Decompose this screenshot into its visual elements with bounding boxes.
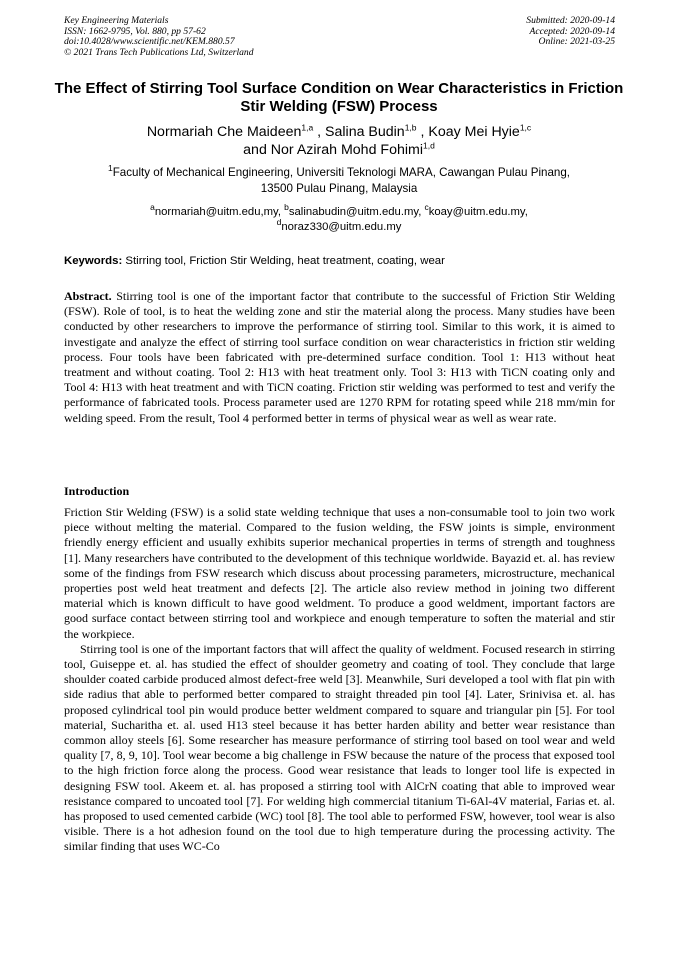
abstract-label: Abstract. bbox=[64, 289, 112, 303]
affiliation-line-2: 13500 Pulau Pinang, Malaysia bbox=[260, 181, 418, 195]
paragraph: Friction Stir Welding (FSW) is a solid state welding technique that uses a non-consumable tool to join two work piece without melting the material. Compared to the fusion welding, the FSW joints is simple, environment friendly energy efficient and usually exhibits superior mechanical properties in terms of strength and toughness [1]. Many researchers have contributed to the development of this technique worldwide. Bayazid et. al. has review some of the findings from FSW research which discuss about processing parameters, microstructure, mechanical properties post weld heat treatment and defects [2]. The article also review method in joining two different material which is known difficult to have good weldment. To produce a good weldment, important factors are good surface contact between stirring tool and workpiece and enough temperature to soften the material and stir the workpiece. bbox=[64, 505, 615, 641]
author-affil-mark: 1,c bbox=[519, 122, 532, 133]
author-affil-mark: 1,d bbox=[422, 140, 435, 151]
journal-doi: doi:10.4028/www.scientific.net/KEM.880.57 bbox=[64, 36, 235, 48]
email-mark: c bbox=[424, 202, 429, 213]
abstract-text: Stirring tool is one of the important factor that contribute to the successful of Friction Stir Welding (FSW). Role of tool, is to heat the welding zone and stir the material along the process. Many studies have been conducted by other researchers to improve the performance of stirring tool. Similar to this work, it is aimed to investigate and analyze the effect of stirring tool surface condition on wear characteristics in friction stir welding process. Four tools have been fabricated with pre-determined surface condition. Tool 1: H13 without heat treatment and without coating. Tool 2: H13 with heat treatment only. Tool 3: H13 with TiCN coating only and Tool 4: H13 with heat treatment and with TiCN coating. Friction stir welding was performed to test and verify the performance of fabricated tools. Process parameter used are 1270 RPM for rotating speed while 218 mm/min for welding speed. From the result, Tool 4 performed better in terms of physical wear as well as wear rate. bbox=[64, 289, 616, 425]
keywords-label: Keywords: bbox=[64, 255, 123, 267]
paragraph: Stirring tool is one of the important factors that will affect the quality of weldment. Focused research in stirring tool, Guiseppe et. al. has studied the effect of shoulder geometry and coating of tool. They conclude that large shoulder coated carbide produced almost defect-free weld [3]. Meanwhile, Suri developed a tool with flat pin with side radius that able to performed better compared to straight threaded pin tool [4]. Later, Srinivisa et. al. has proposed cylindrical tool pin would produce better weldment compared to square and triangular pin [5]. For tool material, Sucharitha et. al. used H13 steel because it has better harden ability and better wear resistance than common alloy steels [6]. Some researcher has measure performance of stirring tool based on tool wear and weld quality [7, 8, 9, 10]. Tool wear become a big challenge in FSW because the nature of the process that exposed tool to the high friction force along the process. Good wear resistance that leads to longer tool life is expected in designing FSW tool. Akeem et. al. has proposed a stirring tool with AlCrN coating that able to improved wear resistance compared to uncoated tool [7]. For welding high commercial titanium Ti-6Al-4V material, Farias et. al. has proposed to used cemented carbide (WC) tool [8]. The tool able to performed FSW, however, tool wear is also visible. There is a hot adhesion found on the tool due to high temperature during the processing activity. The similar finding that uses WC-Co bbox=[64, 641, 615, 854]
author-name: Salina Budin bbox=[325, 124, 405, 140]
online-date: Online: 2021-03-25 bbox=[538, 36, 615, 48]
author-affil-mark: 1,b bbox=[404, 122, 417, 133]
email-mark: a bbox=[150, 202, 155, 213]
abstract bbox=[64, 289, 615, 426]
keywords-text: Stirring tool, Friction Stir Welding, heat treatment, coating, wear bbox=[125, 255, 445, 267]
introduction-body bbox=[64, 505, 615, 855]
author-separator: , bbox=[313, 124, 326, 140]
email-address: normariah@uitm.edu,my, bbox=[154, 206, 281, 218]
affiliation-line-1 bbox=[50, 165, 628, 181]
author-list bbox=[50, 123, 628, 159]
paper-title: The Effect of Stirring Tool Surface Condition on Wear Characteristics in Friction Stir Welding (FSW) Process bbox=[54, 80, 624, 115]
emails-line-1 bbox=[50, 202, 628, 220]
journal-name: Key Engineering Materials bbox=[64, 15, 169, 26]
email-list bbox=[50, 202, 628, 234]
authors-line-1 bbox=[50, 123, 628, 141]
email-address: noraz330@uitm.edu.my bbox=[281, 220, 402, 233]
journal-header bbox=[64, 16, 254, 58]
journal-copyright: © 2021 Trans Tech Publications Ltd, Switzerland bbox=[64, 46, 254, 58]
email-address: salinabudin@uitm.edu.my, bbox=[288, 206, 422, 218]
author-name: Koay Mei Hyie bbox=[428, 124, 520, 140]
author-separator: , bbox=[416, 124, 429, 140]
dates-header bbox=[526, 16, 615, 48]
journal-issn: ISSN: 1662-9795, Vol. 880, pp 57-62 bbox=[64, 25, 206, 37]
affiliation-text: Faculty of Mechanical Engineering, Universiti Teknologi MARA, Cawangan Pulau Pinang, bbox=[112, 166, 571, 179]
email-mark: d bbox=[276, 216, 282, 227]
keywords bbox=[64, 254, 615, 268]
authors-line-2 bbox=[50, 141, 628, 159]
emails-line-2 bbox=[50, 216, 628, 235]
author-separator: and bbox=[243, 142, 271, 158]
accepted-date: Accepted: 2020-09-14 bbox=[529, 25, 615, 37]
email-mark: b bbox=[284, 202, 289, 213]
email-address: koay@uitm.edu.my, bbox=[428, 206, 528, 218]
submitted-date: Submitted: 2020-09-14 bbox=[526, 15, 615, 26]
affiliation bbox=[50, 165, 628, 196]
affiliation-mark: 1 bbox=[107, 163, 113, 174]
section-heading-introduction: Introduction bbox=[64, 484, 130, 498]
author-affil-mark: 1,a bbox=[301, 122, 314, 133]
author-name: Normariah Che Maideen bbox=[146, 124, 302, 140]
author-name: Nor Azirah Mohd Fohimi bbox=[270, 142, 423, 158]
